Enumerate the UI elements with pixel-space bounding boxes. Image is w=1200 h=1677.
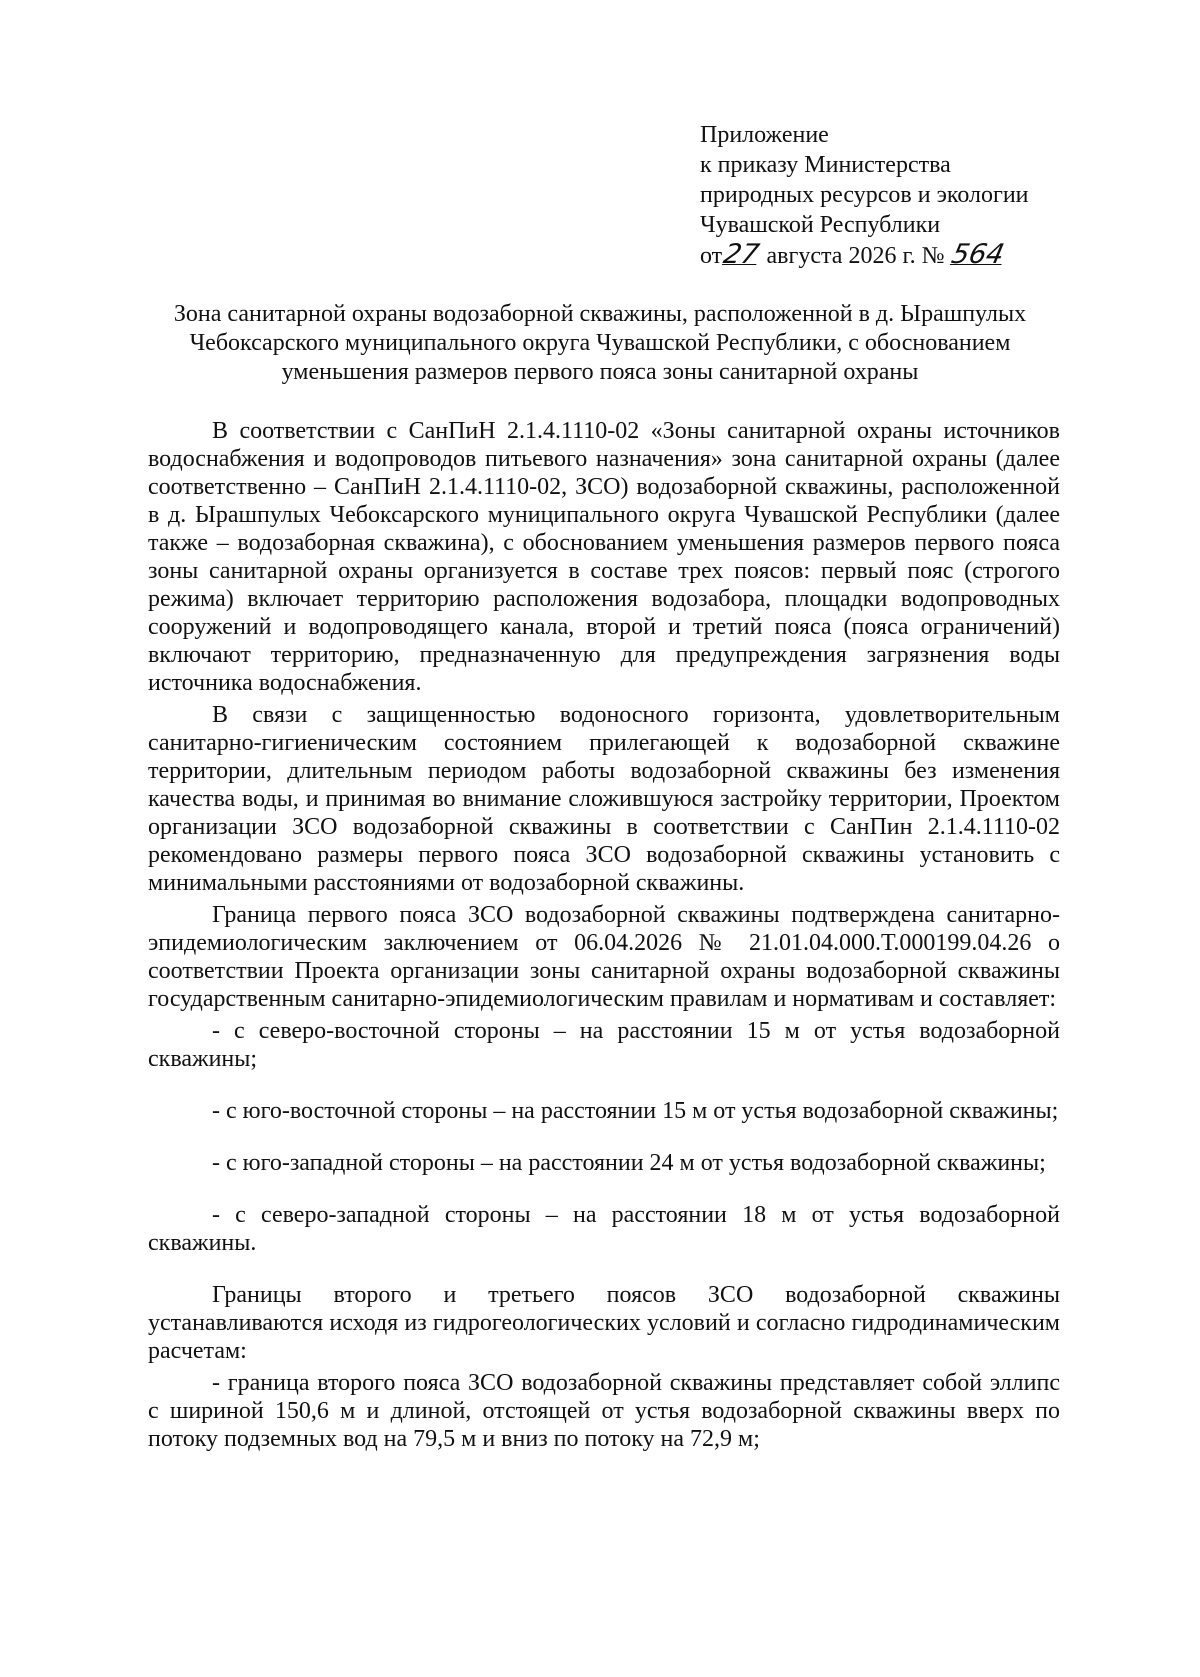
date-middle: августа 2026 г. № [760,243,951,269]
paragraph-justification: В связи с защищенностью водоносного горизонта, удовлетворительным санитарно-гигиеническим состоянием прилегающей к водозаборной скважине территории, длительным периодом работы водозаборной скважины без изменения качества воды, и принимая во внимание сложившуюся застройку территории, Проектом организации ЗСО водозаборной скважины в соответствии с СанПин 2.1.4.1110-02 рекомендовано размеры первого пояса ЗСО водозаборной скважины установить с минимальными расстояниями от водозаборной скважины. [148,702,1060,896]
list-item-second-zone: - граница второго пояса ЗСО водозаборной скважины представляет собой эллипс с шириной 150,6 м и длиной, отстоящей от устья водозаборной скважины вверх по потоку подземных вод на 79,5 м и вниз по потоку на 72,9 м; [148,1370,1060,1452]
document-title: Зона санитарной охраны водозаборной скважины, расположенной в д. Ырашпулых Чебоксарского муниципального округа Чувашской Республики, с обоснованием уменьшения размеров первого пояса зоны санитарной охраны [173,301,1027,385]
appendix-ministry: природных ресурсов и экологии [700,182,1029,208]
paragraph-first-zone: Граница первого пояса ЗСО водозаборной скважины подтверждена санитарно-эпидемиологическим заключением от 06.04.2026 № 21.01.04.000.Т.000199.04.26 о соответствии Проекта организации зоны санитарной охраны водозаборной скважины государственным санитарно-эпидемиологическим правилам и нормативам и составляет: [148,902,1060,1012]
list-item-northeast: - с северо-восточной стороны – на расстоянии 15 м от устья водозаборной скважины; [148,1018,1060,1072]
handwritten-order-number: 564 [949,239,1008,270]
appendix-republic: Чувашской Республики [700,212,941,238]
appendix-label: Приложение [700,122,829,148]
handwritten-day: 27 [720,239,762,270]
list-item-northwest: - с северо-западной стороны – на расстоянии 18 м от устья водозаборной скважины. [148,1202,1060,1256]
list-item-southeast: - с юго-восточной стороны – на расстоянии 15 м от устья водозаборной скважины; [212,1098,1059,1124]
appendix-order-ref: к приказу Министерства [700,152,951,178]
document-body [148,417,1060,1457]
paragraph-intro: В соответствии с СанПиН 2.1.4.1110-02 «Зоны санитарной охраны источников водоснабжения и водопроводов питьевого назначения» зона санитарной охраны (далее соответственно – СанПиН 2.1.4.1110-02, ЗСО) водозаборной скважины, расположенной в д. Ырашпулых Чебоксарского муниципального округа Чувашской Республики (далее также – водозаборная скважина), с обоснованием уменьшения размеров первого пояса зоны санитарной охраны организуется в составе трех поясов: первый пояс (строгого режима) включает территорию расположения водозабора, площадки водопроводных сооружений и водопроводящего канала, второй и третий пояса (пояса ограничений) включают территорию, предназначенную для предупреждения загрязнения воды источника водоснабжения. [148,418,1060,696]
date-prefix: от [700,243,723,269]
paragraph-second-third-zones: Границы второго и третьего поясов ЗСО водозаборной скважины устанавливаются исходя из гидрогеологических условий и согласно гидродинамическим расчетам: [148,1282,1060,1364]
appendix-date-line [700,240,1120,271]
appendix-header [700,120,1120,271]
list-item-southwest: - с юго-западной стороны – на расстоянии 24 м от устья водозаборной скважины; [212,1150,1046,1176]
